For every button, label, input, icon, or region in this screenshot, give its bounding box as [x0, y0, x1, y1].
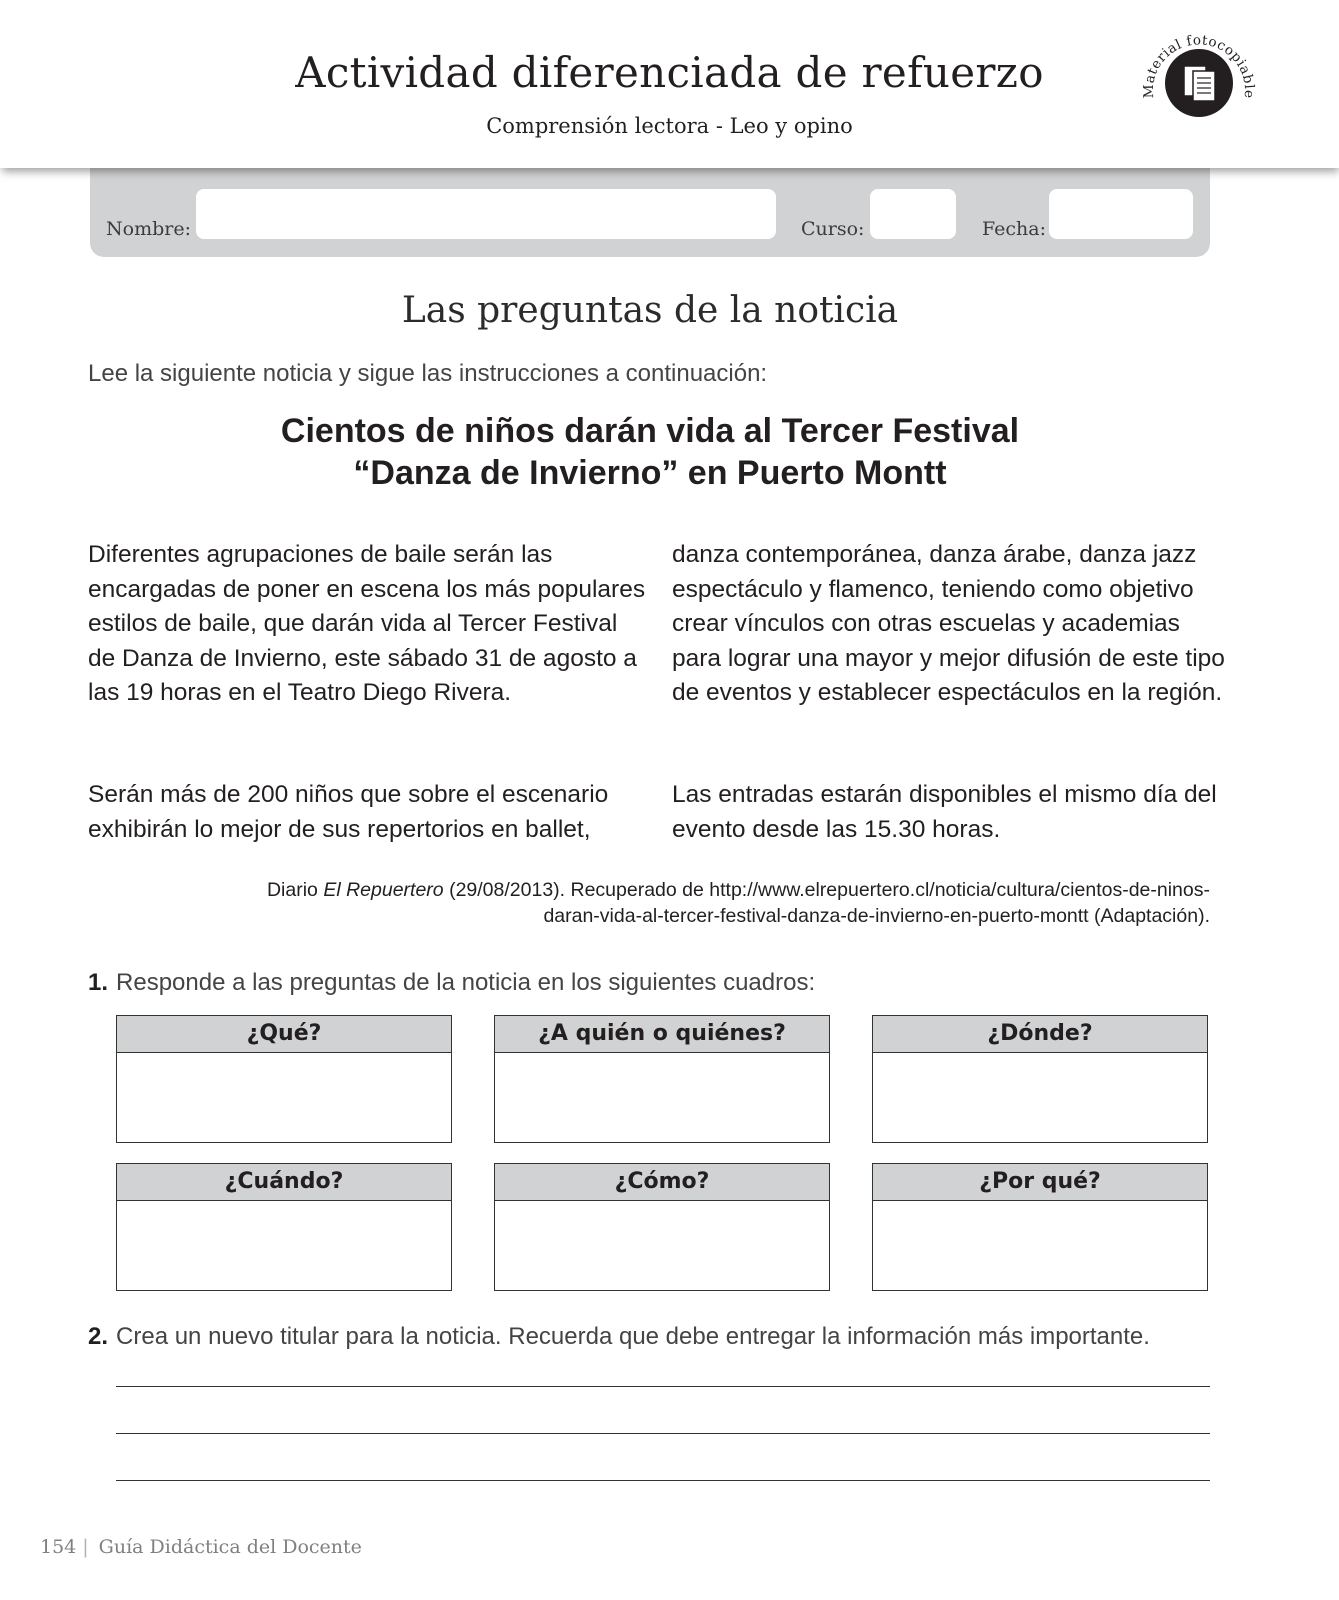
page-subtitle: Comprensión lectora - Leo y opino	[486, 114, 853, 138]
page-title: Actividad diferenciada de refuerzo	[295, 48, 1044, 97]
answer-box-cuando[interactable]	[116, 1163, 452, 1291]
answer-box-label: ¿A quién o quiénes?	[495, 1016, 829, 1053]
question-1-number: 1.	[88, 969, 109, 996]
course-label: Curso:	[801, 218, 865, 240]
course-field[interactable]	[870, 189, 956, 239]
answer-line[interactable]	[116, 1480, 1210, 1481]
date-field[interactable]	[1049, 189, 1193, 239]
answer-box-label: ¿Cuándo?	[117, 1164, 451, 1201]
badge-text: Material fotocopiable	[1140, 32, 1258, 100]
answer-box-como[interactable]	[494, 1163, 830, 1291]
article-paragraph-2: Serán más de 200 niños que sobre el escenario exhibirán lo mejor de sus repertorios en ballet,	[88, 781, 609, 843]
article-paragraph-3: danza contemporánea, danza árabe, danza jazz espectáculo y flamenco, teniendo como objetivo crear vínculos con otras escuelas y academias para lograr una mayor y mejor difusión de este tipo de eventos y establecer espectáculos en la región.	[672, 541, 1225, 706]
answer-box-donde[interactable]	[872, 1015, 1208, 1143]
answer-line[interactable]	[116, 1386, 1210, 1387]
answer-box-que[interactable]	[116, 1015, 452, 1143]
book-title: Guía Didáctica del Docente	[98, 1536, 362, 1558]
headline-line-1: Cientos de niños darán vida al Tercer Festival	[280, 412, 1020, 450]
page-footer: 154 | Guía Didáctica del Docente	[40, 1536, 362, 1558]
answer-box-label: ¿Cómo?	[495, 1164, 829, 1201]
question-1-text: Responde a las preguntas de la noticia en los siguientes cuadros:	[116, 969, 816, 996]
article-headline	[0, 410, 1300, 494]
question-2-text: Crea un nuevo titular para la noticia. Recuerda que debe entregar la información más importante.	[116, 1323, 1150, 1350]
instruction-text: Lee la siguiente noticia y sigue las instrucciones a continuación:	[88, 360, 768, 387]
source-name: El Repuertero	[323, 879, 444, 901]
page-number: 154	[40, 1536, 77, 1558]
question-2-number: 2.	[88, 1323, 109, 1350]
article-source: Diario El Repuertero (29/08/2013). Recuperado de http://www.elrepuertero.cl/noticia/cultura/cientos-de-ninos- daran-vida-al-tercer-festival-danza-de-invierno-en-puerto-montt (Adaptación).	[266, 879, 1210, 927]
section-title: Las preguntas de la noticia	[401, 290, 899, 331]
headline-line-2: “Danza de Invierno” en Puerto Montt	[353, 454, 947, 492]
name-label: Nombre:	[106, 218, 191, 240]
answer-box-label: ¿Por qué?	[873, 1164, 1207, 1201]
question-2	[88, 1323, 1150, 1351]
answer-box-label: ¿Qué?	[117, 1016, 451, 1053]
question-1	[88, 969, 815, 997]
answer-box-label: ¿Dónde?	[873, 1016, 1207, 1053]
article-paragraph-1: Diferentes agrupaciones de baile serán las encargadas de poner en escena los más populares estilos de baile, que darán vida al Tercer Festival de Danza de Invierno, este sábado 31 de agosto a las 19 horas en el Teatro Diego Rivera.	[88, 541, 646, 706]
answer-box-por-que[interactable]	[872, 1163, 1208, 1291]
article-paragraph-4: Las entradas estarán disponibles el mismo día del evento desde las 15.30 horas.	[672, 781, 1217, 843]
date-label: Fecha:	[982, 218, 1046, 240]
answer-box-quien[interactable]	[494, 1015, 830, 1143]
answer-line[interactable]	[116, 1433, 1210, 1434]
name-field[interactable]	[196, 189, 776, 239]
photocopy-badge	[1138, 22, 1260, 144]
